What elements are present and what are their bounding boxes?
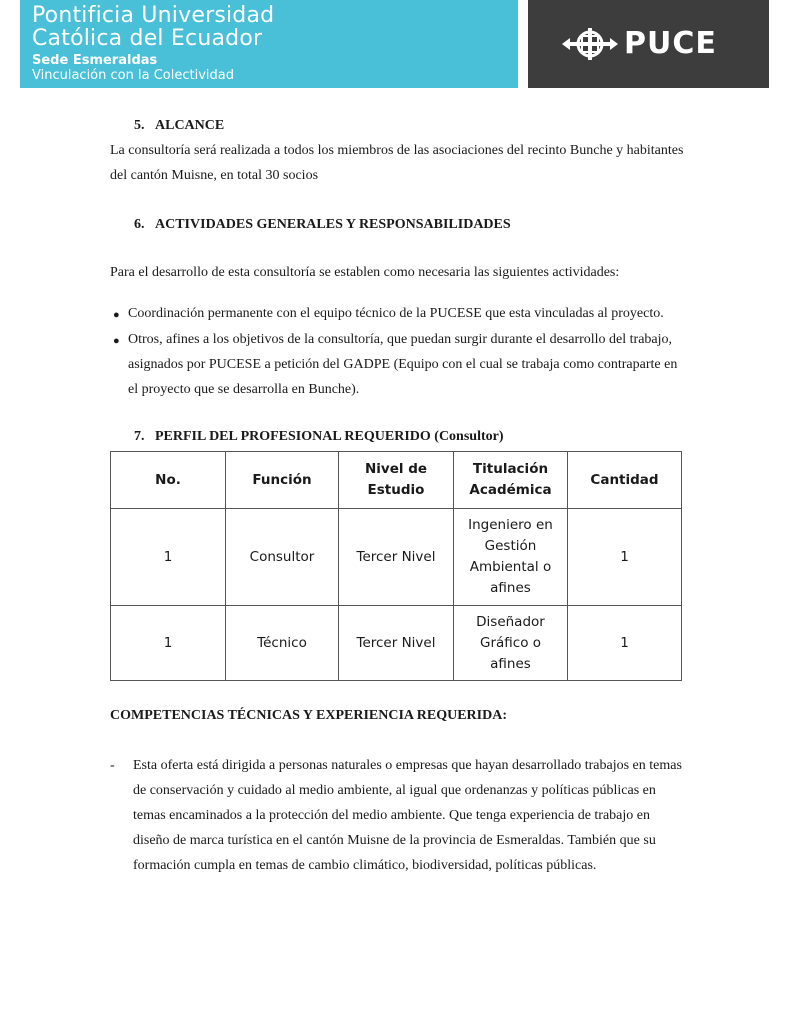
university-name-line1: Pontificia Universidad bbox=[32, 3, 275, 28]
table-cell: 1 bbox=[111, 606, 226, 681]
competencias-line3: temas encaminados a la protección del medio ambiente. Que tenga experiencia de trabajo en bbox=[133, 808, 650, 823]
table-row bbox=[111, 606, 682, 681]
section-heading-alcance: 5. ALCANCE bbox=[134, 118, 225, 133]
bullet-item-2-line3: el proyecto que se desarrolla en Bunche). bbox=[128, 382, 360, 397]
section-heading-competencias: COMPETENCIAS TÉCNICAS Y EXPERIENCIA REQUERIDA: bbox=[110, 708, 507, 723]
competencias-line5: formación cumpla en temas de cambio climático, biodiversidad, políticas públicas. bbox=[133, 858, 597, 873]
table-header-row bbox=[111, 452, 682, 509]
department-name: Vinculación con la Colectividad bbox=[32, 68, 234, 83]
logo-panel bbox=[528, 0, 769, 88]
column-header-titulacion: Titulación Académica bbox=[454, 452, 568, 509]
table-cell: 1 bbox=[568, 606, 682, 681]
alcance-paragraph-line1: La consultoría será realizada a todos los miembros de las asociaciones del recinto Bunche y habitantes bbox=[110, 143, 684, 158]
university-name-line2: Católica del Ecuador bbox=[32, 26, 263, 51]
table-cell: Tercer Nivel bbox=[339, 509, 454, 606]
table-cell: Ingeniero en Gestión Ambiental o afines bbox=[454, 509, 568, 606]
column-header-cantidad: Cantidad bbox=[568, 452, 682, 509]
competencias-line2: de conservación y cuidado al medio ambiente, al igual que ordenanzas y políticas públicas en bbox=[133, 783, 656, 798]
bullet-dot-icon: ● bbox=[113, 309, 120, 321]
puce-logo-text: PUCE bbox=[624, 26, 717, 61]
column-header-no: No. bbox=[111, 452, 226, 509]
table-cell: Tercer Nivel bbox=[339, 606, 454, 681]
table-cell: Técnico bbox=[226, 606, 339, 681]
section-heading-perfil: 7. PERFIL DEL PROFESIONAL REQUERIDO (Consultor) bbox=[134, 429, 504, 444]
bullet-item-2-line1: Otros, afines a los objetivos de la consultoría, que puedan surgir durante el desarrollo del trabajo, bbox=[128, 332, 673, 347]
actividades-intro: Para el desarrollo de esta consultoría se establen como necesaria las siguientes actividades: bbox=[110, 265, 620, 280]
competencias-line1: Esta oferta está dirigida a personas naturales o empresas que hayan desarrollado trabajos en temas bbox=[133, 758, 682, 773]
bullet-item-2-line2: asignados por PUCESE a petición del GADPE (Equipo con el cual se trabaja como contraparte en bbox=[128, 357, 678, 372]
dash-bullet-icon: - bbox=[110, 758, 115, 773]
campus-name: Sede Esmeraldas bbox=[32, 53, 158, 68]
puce-emblem-icon bbox=[562, 26, 618, 62]
section-heading-actividades: 6. ACTIVIDADES GENERALES Y RESPONSABILIDADES bbox=[134, 217, 511, 232]
table-cell: 1 bbox=[568, 509, 682, 606]
table-cell: Diseñador Gráfico o afines bbox=[454, 606, 568, 681]
bullet-item-1: Coordinación permanente con el equipo técnico de la PUCESE que esta vinculadas al proyecto. bbox=[128, 306, 664, 321]
competencias-line4: diseño de marca turística en el cantón Muisne de la provincia de Esmeraldas. También que su bbox=[133, 833, 656, 848]
column-header-funcion: Función bbox=[226, 452, 339, 509]
alcance-paragraph-line2: del cantón Muisne, en total 30 socios bbox=[110, 168, 319, 183]
column-header-nivel: Nivel de Estudio bbox=[339, 452, 454, 509]
table-cell: 1 bbox=[111, 509, 226, 606]
perfil-table bbox=[110, 451, 682, 681]
table-row bbox=[111, 509, 682, 606]
table-cell: Consultor bbox=[226, 509, 339, 606]
header-banner bbox=[20, 0, 518, 88]
bullet-dot-icon: ● bbox=[113, 335, 120, 347]
